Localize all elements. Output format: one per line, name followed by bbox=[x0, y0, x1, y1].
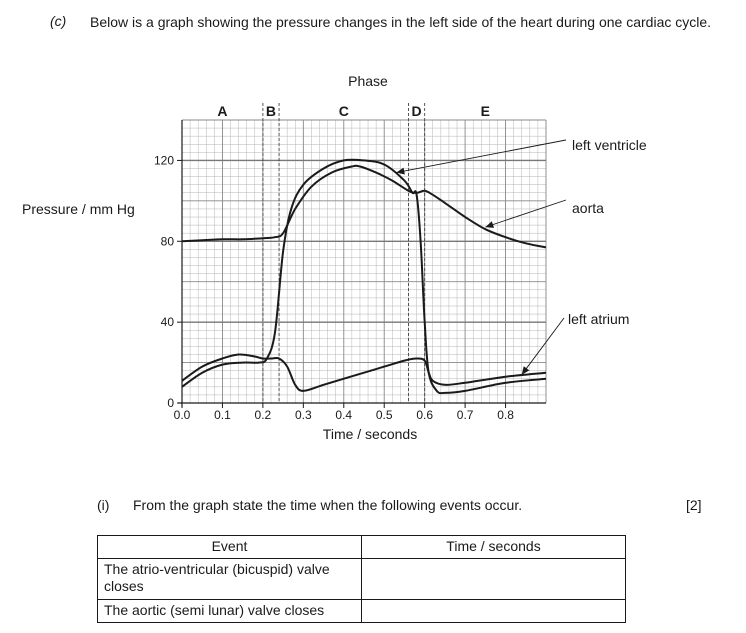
time-answer-cell[interactable] bbox=[362, 559, 626, 600]
x-tick-label: 0.8 bbox=[497, 408, 514, 422]
minor-grid bbox=[182, 120, 546, 403]
subquestion-number: (i) bbox=[97, 497, 110, 513]
question-text: Below is a graph showing the pressure changes in the left side of the heart during one cardiac cycle. bbox=[90, 14, 712, 30]
x-tick-label: 0.7 bbox=[456, 408, 474, 422]
phase-label: C bbox=[338, 103, 349, 119]
answer-table bbox=[97, 535, 626, 623]
time-answer-cell[interactable] bbox=[362, 600, 626, 623]
aorta-annotation-label: aorta bbox=[572, 200, 604, 216]
phase-label: B bbox=[265, 103, 277, 119]
header-event: Event bbox=[98, 536, 362, 559]
series-lines bbox=[182, 160, 546, 393]
y-tick-label: 0 bbox=[167, 396, 174, 410]
left-ventricle-line bbox=[182, 160, 546, 393]
event-cell: The atrio-ventricular (bicuspid) valve closes bbox=[98, 559, 362, 600]
aorta-arrowhead bbox=[485, 221, 494, 228]
subquestion-text: From the graph state the time when the following events occur. bbox=[133, 497, 523, 513]
y-axis-label: Pressure / mm Hg bbox=[22, 201, 135, 217]
table-row bbox=[98, 559, 626, 600]
chart-title: Phase bbox=[348, 73, 388, 89]
y-tick-label: 120 bbox=[153, 153, 174, 168]
y-tick-label: 80 bbox=[160, 234, 174, 249]
x-tick-label: 0.6 bbox=[416, 408, 434, 422]
x-tick-label: 0.5 bbox=[375, 408, 393, 422]
table-header-row bbox=[98, 536, 626, 559]
aorta-line bbox=[182, 166, 546, 248]
marks-label: [2] bbox=[686, 497, 702, 513]
header-time: Time / seconds bbox=[362, 536, 626, 559]
x-tick-label: 0.3 bbox=[294, 408, 312, 422]
left-ventricle-annotation-label: left ventricle bbox=[572, 137, 647, 153]
phase-label: A bbox=[217, 103, 228, 119]
x-tick-label: 0.2 bbox=[254, 408, 272, 422]
major-grid bbox=[182, 120, 546, 403]
question-label: (c) bbox=[50, 13, 67, 29]
event-cell: The aortic (semi lunar) valve closes bbox=[98, 600, 362, 623]
axes bbox=[177, 120, 546, 408]
x-tick-label: 0.0 bbox=[173, 408, 191, 422]
table-row bbox=[98, 600, 626, 623]
phase-label: D bbox=[411, 103, 422, 119]
phase-label: E bbox=[480, 103, 491, 119]
left-atrium-annotation-label: left atrium bbox=[568, 311, 630, 327]
x-tick-label: 0.1 bbox=[214, 408, 231, 422]
x-tick-label: 0.4 bbox=[335, 408, 353, 422]
y-tick-label: 40 bbox=[160, 315, 174, 330]
x-axis-label: Time / seconds bbox=[322, 426, 418, 442]
pressure-chart bbox=[0, 60, 746, 450]
